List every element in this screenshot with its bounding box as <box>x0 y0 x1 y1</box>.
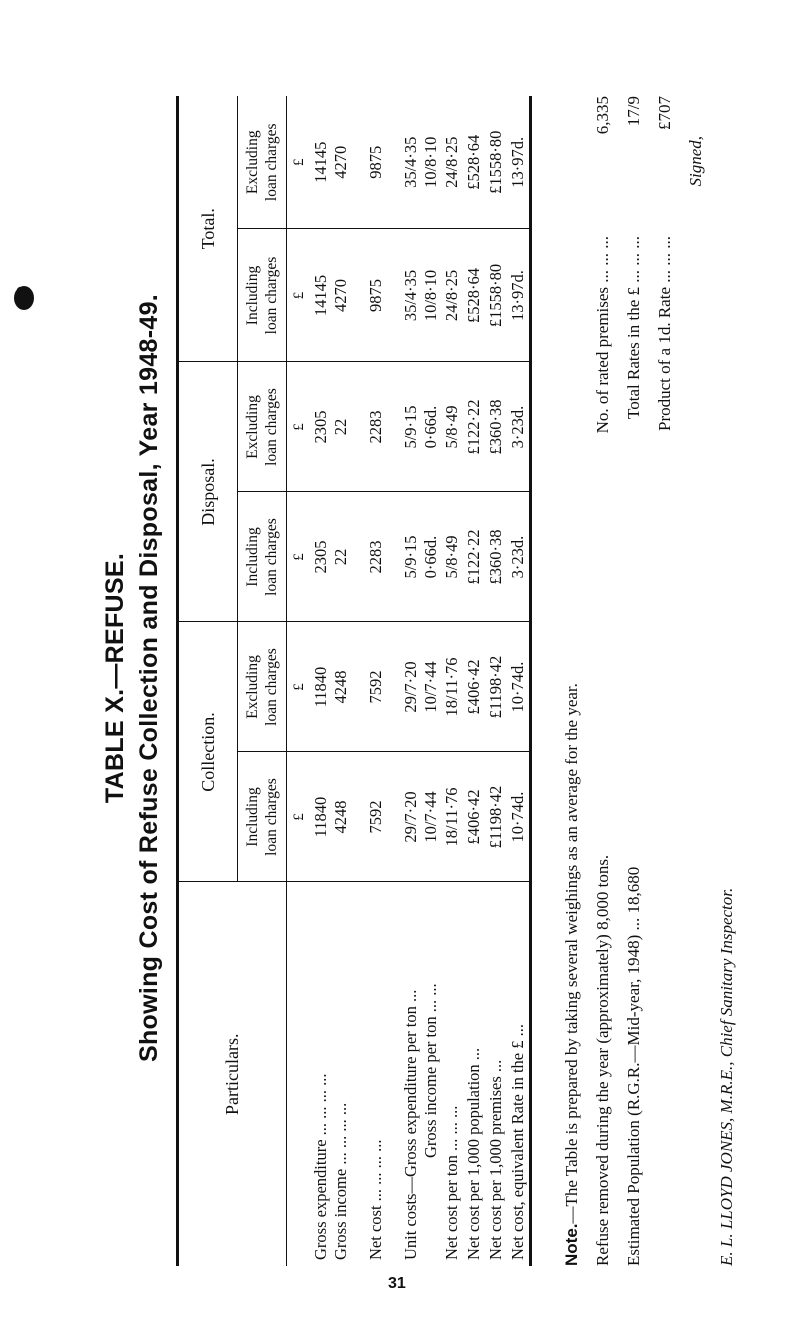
pound-symbol: £ <box>287 96 312 229</box>
title-line-1: TABLE X.—REFUSE. <box>101 552 129 804</box>
total-header: Total. <box>178 96 238 362</box>
col-collection-including: Including loan charges <box>238 752 287 882</box>
disposal-header: Disposal. <box>178 362 238 622</box>
page-number: 31 <box>388 1275 406 1292</box>
row-label: Unit costs—Gross expenditure per ton ... Gross income per ton ... ... <box>401 983 440 1260</box>
table-cell: 24/8·25 £528·64 £1558·80 13·97d. <box>441 96 531 229</box>
table-cell: 14145 4270 <box>311 96 351 229</box>
ink-blot-mark <box>12 284 36 312</box>
row-label: Net cost ... ... ... ... <box>366 1139 385 1260</box>
note-line <box>618 96 649 1266</box>
table-cell: 2283 <box>351 362 401 492</box>
table-cell: 5/8·49 £122·22 £360·38 3·23d. <box>441 492 531 622</box>
note-right-label: Product of a 1d. Rate ... ... ... <box>655 236 674 431</box>
col-total-excluding: Excluding loan charges <box>238 96 287 229</box>
table-cell: 14145 4270 <box>311 229 351 362</box>
note-label: Estimated Population (R.G.R.—Mid-year, 1948) ... 18,680 <box>624 866 643 1266</box>
table-cell: 18/11·76 £406·42 £1198·42 10·74d. <box>441 752 531 882</box>
table-row <box>311 96 351 1266</box>
table-row <box>441 96 531 1266</box>
note-line <box>649 96 680 1266</box>
note-text: —The Table is prepared by taking several weighings as an average for the year. <box>562 683 581 1224</box>
pound-symbol: £ <box>287 752 312 882</box>
collection-header: Collection. <box>178 622 238 882</box>
table-title <box>92 293 172 1063</box>
table-cell: 11840 4248 <box>311 622 351 752</box>
title-line-2: Showing Cost of Refuse Collection and Disposal, Year 1948-49. <box>135 293 163 1063</box>
table-cell: 2305 22 <box>311 492 351 622</box>
table-cell: 7592 <box>351 622 401 752</box>
pound-symbol: £ <box>287 229 312 362</box>
table-cell: 2305 22 <box>311 362 351 492</box>
table-cell: 29/7·20 10/7·44 <box>401 752 441 882</box>
table-cell: 35/4·35 10/8·10 <box>401 96 441 229</box>
col-disposal-including: Including loan charges <box>238 492 287 622</box>
table-cell: 9875 <box>351 229 401 362</box>
row-label: Net cost per ton ... ... ... Net cost per 1,000 population ... Net cost per 1,000 premises ... Net cost, equivalent Rate in the £ ... <box>442 1024 527 1260</box>
pound-symbol: £ <box>287 492 312 622</box>
table-cell: 29/7·20 10/7·44 <box>401 622 441 752</box>
particulars-header: Particulars. <box>222 1033 242 1115</box>
note-right-label: Total Rates in the £ ... ... ... <box>624 236 643 419</box>
table-cell: 2283 <box>351 492 401 622</box>
notes-section <box>556 96 766 1266</box>
note-right-label: No. of rated premises ... ... ... <box>593 236 612 434</box>
pound-symbol: £ <box>287 622 312 752</box>
col-collection-excluding: Excluding loan charges <box>238 622 287 752</box>
signed-label: Signed, <box>686 136 705 187</box>
table-row <box>401 96 441 1266</box>
table-cell: 7592 <box>351 752 401 882</box>
table-cell: 35/4·35 10/8·10 <box>401 229 441 362</box>
table-cell: 5/9·15 0·66d. <box>401 362 441 492</box>
refuse-cost-table <box>176 96 532 1266</box>
note-line <box>587 96 618 1266</box>
table-cell: 18/11·76 £406·42 £1198·42 10·74d. <box>441 622 531 752</box>
table-row <box>351 96 401 1266</box>
row-label: Gross expenditure ... ... ... ... Gross income ... ... ... ... <box>311 1073 350 1260</box>
col-total-including: Including loan charges <box>238 229 287 362</box>
note-line <box>556 96 587 1266</box>
table-cell: 24/8·25 £528·64 £1558·80 13·97d. <box>441 229 531 362</box>
note-title: Note. <box>562 1223 581 1266</box>
table-cell: 11840 4248 <box>311 752 351 882</box>
col-disposal-excluding: Excluding loan charges <box>238 362 287 492</box>
note-label <box>649 431 680 1266</box>
note-value: 6,335 <box>593 96 612 135</box>
signature: E. L. LLOYD JONES, M.R.E., Chief Sanitary Inspector. <box>717 887 736 1266</box>
note-label: Refuse removed during the year (approximately) 8,000 tons. <box>593 854 612 1266</box>
table-cell: 5/8·49 £122·22 £360·38 3·23d. <box>441 362 531 492</box>
table-cell: 9875 <box>351 96 401 229</box>
table-cell: 5/9·15 0·66d. <box>401 492 441 622</box>
note-value: £707 <box>655 96 674 130</box>
note-value: 17/9 <box>624 96 643 127</box>
pound-symbol: £ <box>287 362 312 492</box>
